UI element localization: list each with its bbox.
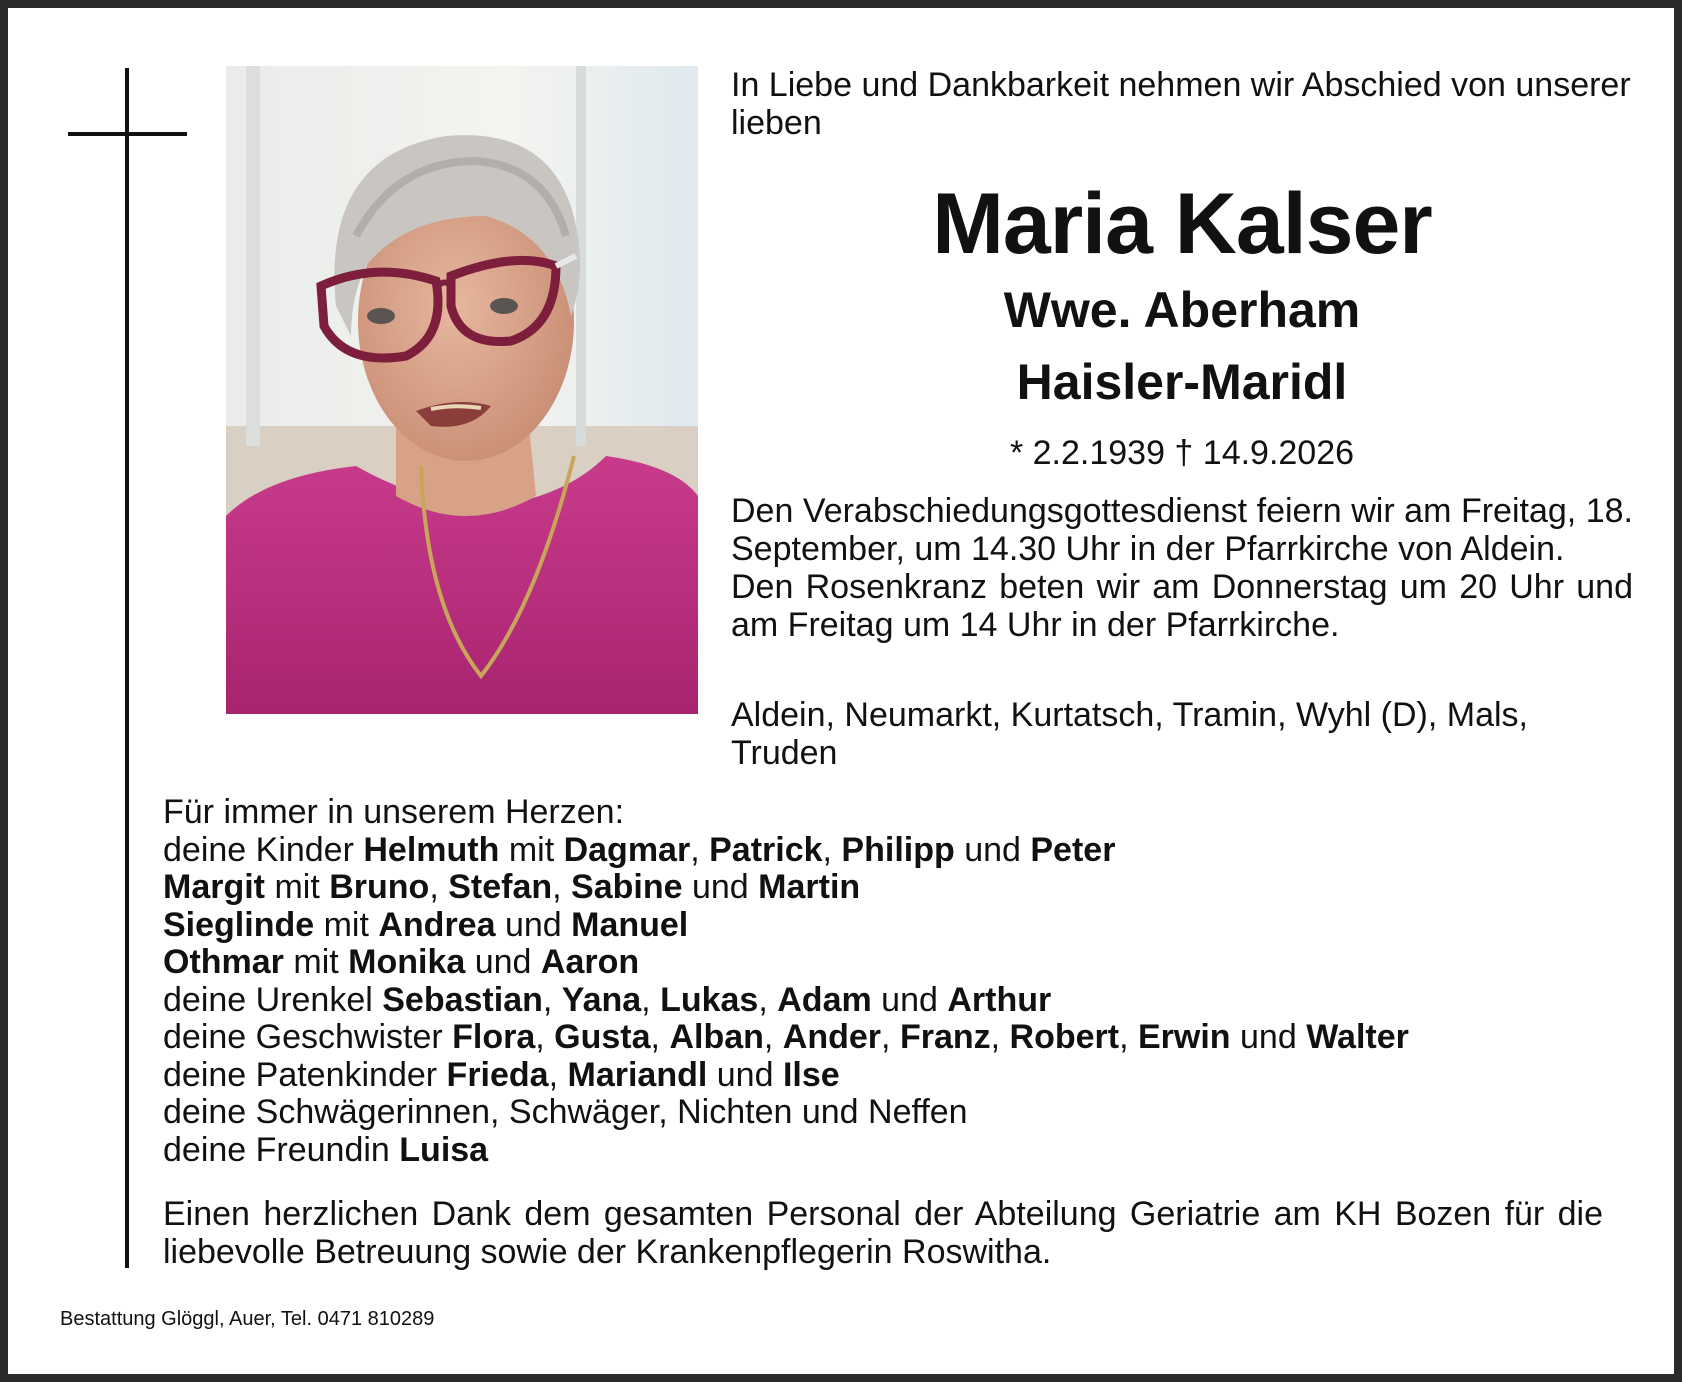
relative-name: Lukas bbox=[660, 980, 759, 1019]
connector: , bbox=[881, 1018, 900, 1056]
relative-name: Walter bbox=[1306, 1018, 1409, 1056]
relative-name: Sieglinde bbox=[163, 905, 315, 944]
relative-name: Robert bbox=[1009, 1018, 1120, 1056]
portrait-photo bbox=[226, 66, 698, 714]
relative-name: Franz bbox=[899, 1018, 991, 1056]
relative-name: Ander bbox=[782, 1018, 882, 1056]
relation-label: deine Freundin bbox=[163, 1130, 400, 1169]
relative-name: Alban bbox=[669, 1018, 764, 1056]
relative-name: Adam bbox=[777, 980, 872, 1019]
connector: , bbox=[758, 980, 778, 1019]
relative-name: Arthur bbox=[947, 980, 1052, 1019]
relative-name: Flora bbox=[452, 1018, 536, 1056]
connector: und bbox=[682, 868, 759, 906]
connector: mit bbox=[314, 905, 379, 944]
family-line-siblings bbox=[163, 1019, 1613, 1057]
connector: und bbox=[707, 1055, 783, 1094]
house-name: Haisler-Maridl bbox=[1016, 354, 1348, 410]
relative-name: Luisa bbox=[399, 1130, 489, 1169]
widow-name: Wwe. Aberham bbox=[1003, 282, 1361, 338]
connector: , bbox=[650, 1018, 670, 1056]
life-dates: * 2.2.1939 † 14.9.2026 bbox=[1009, 434, 1355, 472]
deceased-name: Maria Kalser bbox=[932, 176, 1432, 272]
relative-name: Aaron bbox=[540, 943, 640, 981]
relation-label: deine Patenkinder bbox=[163, 1055, 447, 1094]
relative-name: Sabine bbox=[571, 868, 683, 906]
connector: , bbox=[429, 868, 449, 906]
thanks-text: Einen herzlichen Dank dem gesamten Personal der Abteilung Geriatrie am KH Bozen für die liebevolle Betreuung sowie der Krankenpflegerin Roswitha. bbox=[163, 1195, 1603, 1271]
relative-name: Dagmar bbox=[563, 830, 691, 869]
relative-name: Ilse bbox=[782, 1055, 840, 1094]
connector: , bbox=[822, 830, 842, 869]
relative-name: Frieda bbox=[446, 1055, 549, 1094]
rosary-text: Den Rosenkranz beten wir am Donnerstag um 20 Uhr und am Freitag um 14 Uhr in der Pfarrkirche. bbox=[731, 568, 1633, 644]
connector: und bbox=[871, 980, 948, 1019]
connector: , bbox=[763, 1018, 783, 1056]
obituary-notice bbox=[8, 8, 1674, 1374]
places-list: Aldein, Neumarkt, Kurtatsch, Tramin, Wyhl (D), Mals, Truden bbox=[731, 696, 1529, 772]
relative-name: Andrea bbox=[378, 905, 496, 944]
relative-name: Monika bbox=[348, 943, 466, 981]
relative-name: Gusta bbox=[554, 1018, 651, 1056]
relative-name: Othmar bbox=[163, 943, 284, 981]
relative-name: Yana bbox=[561, 980, 642, 1019]
relation-label: deine Geschwister bbox=[163, 1018, 453, 1056]
connector: mit bbox=[265, 868, 330, 906]
family-line-friend bbox=[163, 1132, 1613, 1170]
family-line-margit bbox=[163, 869, 1613, 907]
funeral-mass-text: Den Verabschiedungsgottesdienst feiern wir am Freitag, 18. September, um 14.30 Uhr in der Pfarrkirche von Aldein. bbox=[731, 492, 1633, 568]
relative-name: Stefan bbox=[448, 868, 553, 906]
funeral-home-footer: Bestattung Glöggl, Auer, Tel. 0471 810289 bbox=[60, 1308, 435, 1330]
connector: und bbox=[495, 905, 572, 944]
family-line-othmar bbox=[163, 944, 1613, 982]
cross-vertical-bar bbox=[125, 68, 129, 1268]
connector: , bbox=[641, 980, 661, 1019]
relative-name: Sebastian bbox=[382, 980, 543, 1019]
relative-name: Peter bbox=[1030, 830, 1116, 869]
family-line-inlaws: deine Schwägerinnen, Schwäger, Nichten und Neffen bbox=[163, 1093, 968, 1131]
connector: , bbox=[548, 1055, 568, 1094]
family-line-children bbox=[163, 832, 1613, 870]
connector: , bbox=[552, 868, 572, 906]
connector: , bbox=[690, 830, 710, 869]
connector: mit bbox=[283, 943, 349, 981]
relative-name: Philipp bbox=[841, 830, 955, 869]
family-line-sieglinde bbox=[163, 907, 1613, 945]
connector: , bbox=[535, 1018, 555, 1056]
relative-name: Erwin bbox=[1138, 1018, 1231, 1056]
family-line-godchildren bbox=[163, 1057, 1613, 1095]
relation-label: deine Urenkel bbox=[163, 980, 383, 1019]
connector: , bbox=[542, 980, 562, 1019]
relative-name: Martin bbox=[758, 868, 861, 906]
connector: , bbox=[1119, 1018, 1138, 1056]
relative-name: Margit bbox=[163, 868, 265, 906]
relative-name: Mariandl bbox=[567, 1055, 708, 1094]
connector: und bbox=[1230, 1018, 1307, 1056]
family-section bbox=[163, 794, 1613, 1169]
connector: und bbox=[465, 943, 541, 981]
connector: und bbox=[954, 830, 1031, 869]
relative-name: Manuel bbox=[571, 905, 689, 944]
intro-text: In Liebe und Dankbarkeit nehmen wir Abschied von unserer lieben bbox=[731, 66, 1631, 142]
relative-name: Helmuth bbox=[363, 830, 500, 869]
connector: , bbox=[990, 1018, 1010, 1056]
cross-horizontal-bar bbox=[68, 132, 187, 136]
relation-label: deine Kinder bbox=[163, 830, 364, 869]
relative-name: Patrick bbox=[709, 830, 823, 869]
service-info bbox=[731, 492, 1633, 644]
family-heading: Für immer in unserem Herzen: bbox=[163, 793, 625, 831]
connector: mit bbox=[499, 830, 564, 869]
relative-name: Bruno bbox=[329, 868, 430, 906]
family-line-great-grandchildren bbox=[163, 982, 1613, 1020]
